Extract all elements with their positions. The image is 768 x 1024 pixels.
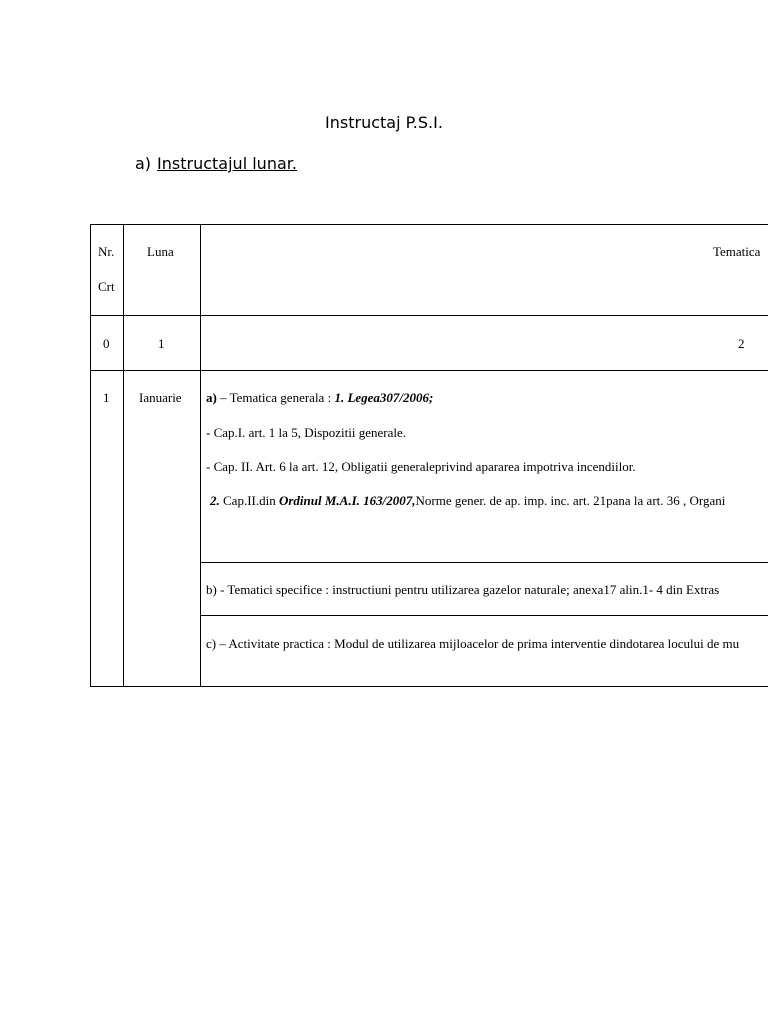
row1-line4-pre: Cap.II.din — [219, 493, 279, 508]
header-nr: Nr. — [98, 244, 115, 259]
row1-a-law: 1. Legea307/2006; — [334, 390, 434, 405]
row1-line-a — [206, 390, 433, 406]
row1-line-b: b) - Tematici specifice : instructiuni pentru utilizarea gazelor naturale; anexa17 alin.1- 4 din Extras — [206, 582, 720, 597]
row1-luna: Ianuarie — [139, 390, 182, 405]
row1-line4-post: Norme gener. de ap. imp. inc. art. 21pana la art. 36 , Organi — [415, 493, 726, 508]
index-col2: 2 — [738, 336, 745, 351]
table-border-bottom — [90, 686, 768, 687]
header-crt: Crt — [98, 279, 115, 294]
row1-line-4 — [210, 493, 725, 509]
header-tematica: Tematica — [713, 244, 761, 259]
header-luna: Luna — [147, 244, 174, 259]
col-divider-1 — [123, 224, 124, 687]
index-row-divider — [90, 370, 768, 371]
table-border-left — [90, 224, 91, 687]
index-col1: 1 — [158, 336, 165, 351]
row1-line-2: - Cap.I. art. 1 la 5, Dispozitii generale. — [206, 425, 406, 440]
col-divider-2 — [200, 224, 201, 687]
row1-line-c: c) – Activitate practica : Modul de utilizarea mijloacelor de prima interventie dindotarea locului de mu — [206, 636, 740, 651]
row1-a-text: – Tematica generala : — [216, 390, 335, 405]
row1-line4-num: 2. — [210, 493, 220, 508]
row1-nr: 1 — [103, 390, 110, 405]
row1-a-label: a) — [206, 390, 217, 405]
instruction-table — [90, 224, 768, 687]
row1-line4-ord: Ordinul M.A.I. 163/2007, — [278, 493, 416, 508]
section-heading — [135, 154, 297, 173]
row1-divider-bc — [200, 615, 768, 616]
row1-divider-ab — [200, 562, 768, 563]
section-marker: a) — [135, 154, 152, 173]
table-border-top — [90, 224, 768, 225]
section-title: Instructajul lunar. — [157, 154, 297, 173]
index-col0: 0 — [103, 336, 110, 351]
row1-line-3: - Cap. II. Art. 6 la art. 12, Obligatii generaleprivind apararea impotriva incendiilor. — [206, 459, 636, 474]
document-title: Instructaj P.S.I. — [325, 113, 443, 132]
header-divider — [90, 315, 768, 316]
